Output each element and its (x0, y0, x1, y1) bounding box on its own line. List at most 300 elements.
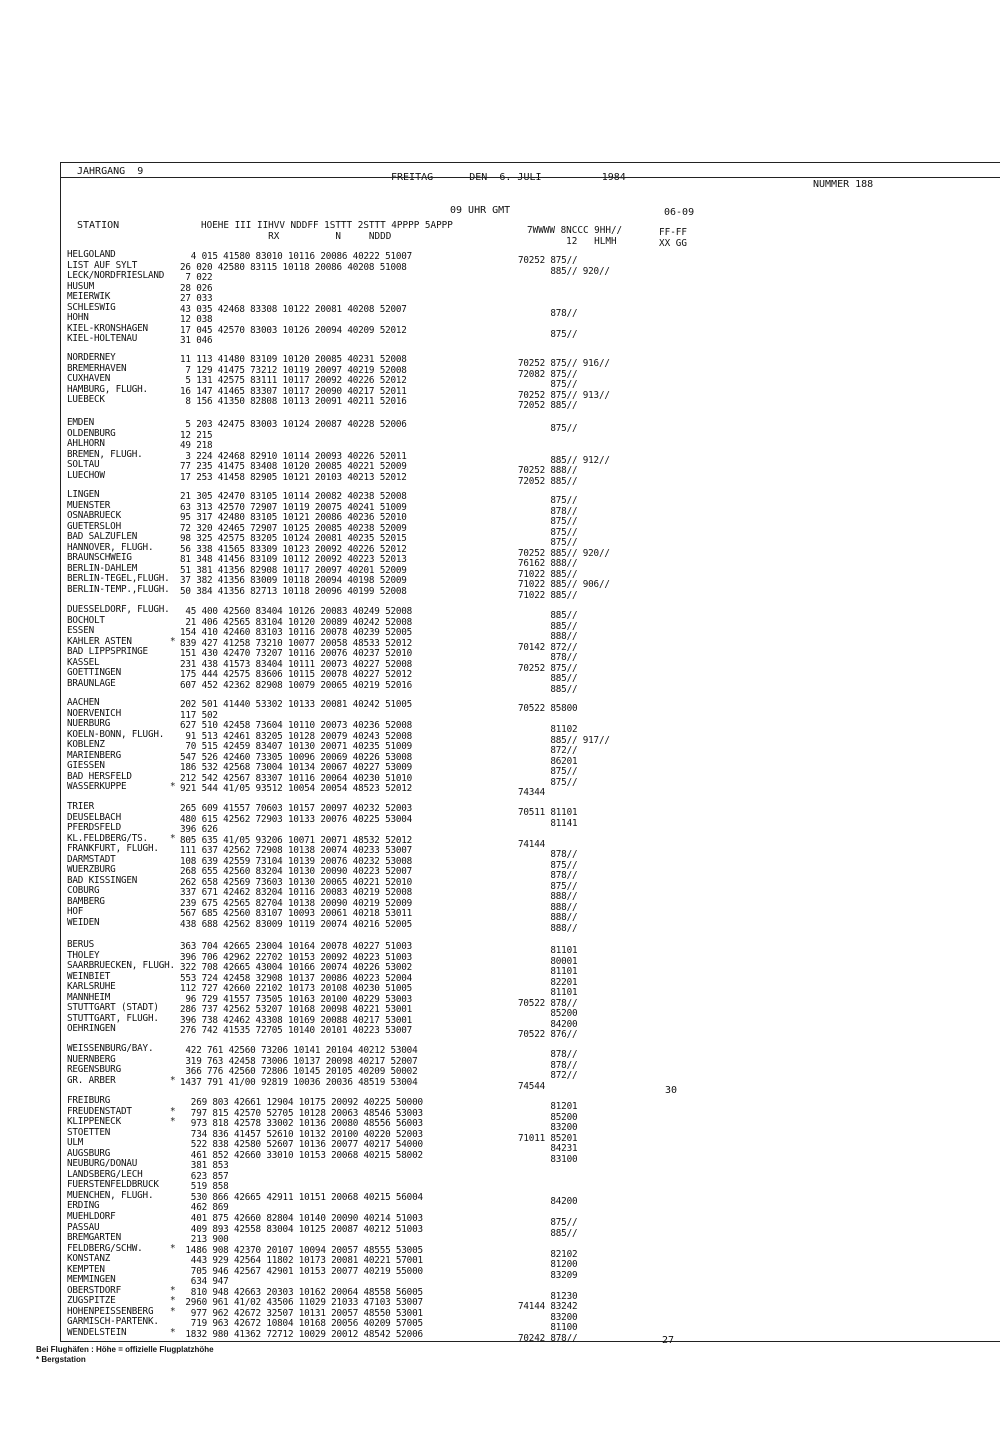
observation-row: 921 544 41/05 93512 10054 20054 48523 52012 (180, 783, 413, 795)
station-name: BERUS (67, 939, 94, 950)
extra-groups (518, 1050, 577, 1092)
observation-row: 269 803 42661 12904 10175 20092 40225 50000 (180, 1097, 423, 1108)
station-names (67, 250, 164, 345)
extra-row: 875// (518, 859, 578, 871)
station-names (67, 698, 164, 793)
extra-row: 872// (518, 745, 578, 757)
mountain-star: * (170, 1116, 176, 1128)
mountain-star (170, 698, 175, 709)
extra-row: 74144 (518, 838, 545, 850)
mountain-star (170, 940, 175, 951)
station-name: KLIPPENECK (67, 1116, 121, 1128)
extra-groups (518, 424, 610, 487)
mountain-star (170, 490, 175, 501)
obs-time: 09 UHR GMT (450, 205, 511, 216)
station-name: SCHLESWIG (67, 301, 116, 313)
extra-row: 875// (518, 495, 578, 506)
observation-values (180, 492, 470, 597)
observation-row: 276 742 41535 72705 10140 20101 40223 53007 (180, 1025, 413, 1037)
station-name: LECK/NORDFRIESLAND (67, 270, 165, 282)
extra-row: 70522 876// (518, 1029, 578, 1041)
observation-row: 409 893 42558 83004 10125 20087 40212 51003 (180, 1223, 423, 1235)
extra-groups (518, 946, 577, 1041)
observation-row: 422 761 42560 73206 10141 20104 40212 53004 (180, 1045, 418, 1056)
extra-row: 70142 872// (518, 641, 578, 653)
station-name: HOF (67, 906, 84, 918)
station-name: DARMSTADT (67, 853, 116, 865)
extra-row: 878// (518, 1059, 578, 1071)
extra-row: 885// (518, 610, 578, 621)
mountain-star (170, 1096, 175, 1107)
observation-row: 607 452 42362 82908 10079 20065 40219 52016 (180, 679, 413, 691)
extra-groups (518, 611, 577, 695)
date-label: FREITAG DEN 6. JULI 1984 (391, 172, 626, 183)
mountain-star: * (170, 832, 176, 844)
station-name: SAARBRUECKEN, FLUGH. (67, 960, 175, 972)
extra-row: 74344 (518, 787, 545, 799)
station-name: NUERBURG (67, 718, 111, 730)
observation-row: 480 615 42562 72903 10133 20076 40225 53004 (180, 813, 413, 825)
observation-row: 396 706 42962 22702 10153 20092 40223 51003 (180, 951, 413, 963)
station-names (67, 605, 170, 689)
observation-row: 797 815 42570 52705 10128 20063 48546 53003 (180, 1107, 423, 1119)
station-names (67, 802, 159, 929)
observation-row: 8 156 41350 82808 10113 20091 40211 52016 (180, 396, 407, 408)
station-name: ESSEN (67, 625, 94, 637)
observation-row: 839 427 41258 73210 10077 20058 48533 52012 (180, 637, 413, 649)
station-name: CUXHAVEN (67, 373, 111, 385)
header-rule (61, 177, 1000, 178)
extra-row: 81101 (518, 987, 578, 999)
station-name: STOETTEN (67, 1126, 111, 1138)
extra-row: 875// (518, 776, 578, 788)
observation-row: 973 818 42578 33002 10136 20080 48556 56003 (180, 1118, 423, 1130)
station-header: STATION (77, 220, 120, 231)
station-name: DEUSELBACH (67, 811, 121, 823)
period-label: 06-09 (664, 207, 695, 218)
station-name: FELDBERG/SCHW. (67, 1242, 143, 1254)
observation-row: 462 869 (180, 1202, 229, 1214)
station-name: HANNOVER, FLUGH. (67, 541, 154, 553)
observation-row: 7 022 (180, 272, 213, 284)
observation-row: 175 444 42575 83606 10115 20078 40227 52012 (180, 669, 413, 681)
station-name: HAMBURG, FLUGH. (67, 383, 148, 395)
mountain-star: * (170, 1105, 176, 1117)
observation-row: 70 515 42459 83407 10130 20071 40235 51009 (180, 741, 413, 753)
extra-row: 83200 (518, 1311, 578, 1323)
observation-row: 363 704 42665 23004 10164 20078 40227 51003 (180, 941, 413, 952)
observation-row: 186 532 42568 73004 10134 20067 40227 53009 (180, 762, 413, 774)
extra-row: 76162 888// (518, 558, 578, 570)
mountain-star (170, 1024, 175, 1035)
station-name: ERDING (67, 1200, 100, 1212)
extra-row: 83200 (518, 1122, 578, 1134)
station-name: NOERVENICH (67, 707, 121, 719)
station-name: LUECHOW (67, 469, 105, 481)
mountain-star: * (170, 1242, 176, 1254)
extra-row: 70522 878// (518, 997, 578, 1009)
station-name: HOHN (67, 312, 89, 324)
station-name: KL.FELDBERG/TS. (67, 832, 148, 844)
station-name: BERLIN-TEGEL,FLUGH. (67, 573, 170, 585)
station-name: MANNHEIM (67, 991, 111, 1003)
mountain-star: * (170, 635, 176, 647)
extra-row: 81141 (518, 817, 578, 829)
observation-row: 519 858 (180, 1181, 229, 1193)
extra-row: 81230 (518, 1290, 578, 1302)
observation-row: 31 046 (180, 335, 213, 347)
observation-row: 43 035 42468 83308 10122 20081 40208 52007 (180, 303, 407, 315)
extra-row: 875// (518, 880, 578, 892)
station-name: OSNABRUECK (67, 510, 121, 522)
extra-row (518, 277, 610, 288)
station-name: BRAUNSCHWEIG (67, 552, 132, 564)
station-name: FUERSTENFELDBRUCK (67, 1179, 159, 1191)
mountain-star: * (170, 781, 176, 793)
extra-groups (518, 704, 610, 799)
observation-row: 623 857 (180, 1170, 229, 1182)
station-name: PASSAU (67, 1221, 100, 1233)
observation-row: 51 381 41356 82908 10117 20097 40201 52009 (180, 564, 407, 576)
station-name: LUEBECK (67, 394, 105, 406)
footer-note (36, 1345, 214, 1365)
station-name: NORDERNEY (67, 352, 116, 363)
extra-row: 70252 875// 916// (518, 358, 610, 369)
extra-row: 71022 885// (518, 589, 578, 601)
observation-row: 443 929 42564 11802 10173 20081 40221 57001 (180, 1255, 423, 1267)
observation-row: 95 317 42480 83105 10121 20086 40236 52010 (180, 512, 407, 524)
mountain-markers (170, 940, 175, 1035)
observation-row: 977 962 42672 32507 10131 20057 48550 53001 (180, 1307, 423, 1319)
extra-row: 82201 (518, 976, 578, 988)
extra-groups (518, 808, 577, 935)
station-name: KOELN-BONN, FLUGH. (67, 728, 165, 740)
station-name: BREMERHAVEN (67, 362, 127, 374)
main-columns-header: HOEHE III IIHVV NDDFF 1STTT 2STTT 4PPPP 5APPP (201, 220, 453, 231)
observation-row: 239 675 42565 82704 10138 20090 40219 52009 (180, 897, 413, 909)
extra-row: 86201 (518, 755, 578, 767)
station-name: GOETTINGEN (67, 667, 121, 679)
main-columns-header-2: RX N NDDD (201, 231, 392, 242)
extra-row: 885// (518, 620, 578, 632)
extra-row: 71011 85201 (518, 1132, 578, 1144)
extra-row: 81200 (518, 1259, 578, 1271)
station-name: BERLIN-TEMP.,FLUGH. (67, 583, 170, 595)
station-name: KIEL-HOLTENAU (67, 333, 138, 345)
station-name: WUERZBURG (67, 864, 116, 876)
mountain-markers (170, 1044, 175, 1086)
mountain-star (170, 802, 175, 813)
extra-row: 70252 888// (518, 465, 578, 477)
station-name: BERLIN-DAHLEM (67, 562, 138, 574)
extra-row: 81100 (518, 1322, 578, 1334)
station-name: GR. ARBER (67, 1074, 116, 1086)
station-name: MEMMINGEN (67, 1274, 116, 1286)
station-name: TRIER (67, 801, 94, 812)
mountain-markers (170, 353, 175, 406)
extra-row: 80001 (518, 955, 578, 967)
margin-mark-30: 30 (665, 1085, 678, 1096)
station-name: AHLHORN (67, 438, 105, 450)
observation-values (180, 355, 470, 408)
observation-row: 117 502 (180, 709, 218, 721)
observation-row: 396 738 42462 43308 10169 20088 40217 53001 (180, 1014, 413, 1026)
mountain-star: * (170, 1327, 176, 1339)
mountain-star (170, 353, 175, 364)
observation-row: 212 542 42567 83307 10116 20064 40230 51010 (180, 772, 413, 784)
observation-row: 96 729 41557 73505 10163 20100 40229 53003 (180, 993, 413, 1005)
observation-row: 28 026 (180, 282, 213, 294)
station-name: WEISSENBURG/BAY. (67, 1043, 154, 1054)
station-name: KARLSRUHE (67, 981, 116, 993)
station-name: HOHENPEISSENBERG (67, 1305, 154, 1317)
extra-groups (518, 256, 610, 351)
extra-row: 875// (518, 537, 578, 549)
station-name: WEINBIET (67, 970, 111, 982)
station-name: KOBLENZ (67, 739, 105, 751)
observation-row: 634 947 (180, 1276, 229, 1288)
observation-row: 154 410 42460 83103 10116 20078 40239 52005 (180, 627, 413, 639)
extra-row: 83209 (518, 1269, 578, 1281)
observation-row: 3 224 42468 82910 10114 20093 40226 52011 (180, 450, 407, 462)
station-name: MARIENBERG (67, 749, 121, 761)
station-name: STUTTGART, FLUGH. (67, 1012, 159, 1024)
observation-row: 81 348 41456 83109 10112 20092 40223 52013 (180, 554, 407, 566)
observation-row: 2960 961 41/02 43506 11029 21033 47103 53007 (180, 1297, 423, 1309)
station-names (67, 1096, 159, 1339)
extra-row: 878// (518, 1049, 578, 1060)
mountain-markers (170, 1096, 175, 1339)
station-names (67, 1044, 153, 1086)
extra-row: 878// (518, 652, 578, 664)
station-name: LANDSBERG/LECH (67, 1168, 143, 1180)
station-name: WASSERKUPPE (67, 781, 127, 793)
extra-row: 885// (518, 673, 578, 685)
observation-values (180, 607, 470, 691)
observation-row: 37 382 41356 83009 10118 20094 40198 52009 (180, 575, 407, 587)
mountain-markers (170, 698, 175, 793)
margin-mark-27: 27 (662, 1335, 675, 1346)
station-name: PFERDSFELD (67, 822, 121, 834)
station-name: HELGOLAND (67, 249, 116, 260)
observation-row: 522 838 42580 52607 10136 20077 40217 54000 (180, 1139, 423, 1151)
mountain-markers (170, 802, 175, 929)
mountain-star: * (170, 1305, 176, 1317)
extra-row: 885// 920// (518, 265, 610, 277)
observation-row: 553 724 42458 32908 10137 20086 40223 52004 (180, 972, 413, 984)
station-name: THOLEY (67, 949, 100, 961)
station-names (67, 418, 143, 481)
station-name: DUESSELDORF, FLUGH. (67, 604, 170, 615)
station-name: STUTTGART (STADT) (67, 1002, 159, 1014)
station-name: GUETERSLOH (67, 520, 121, 532)
station-name: WEIDEN (67, 917, 100, 929)
station-name: AUGSBURG (67, 1147, 111, 1159)
observation-row: 213 900 (180, 1234, 229, 1246)
extra-row: 875// (518, 766, 578, 778)
extra-row (518, 340, 610, 351)
observation-row: 319 763 42458 73006 10137 20098 40217 52007 (180, 1055, 418, 1067)
extra-row: 81201 (518, 1101, 578, 1112)
observation-row: 12 215 (180, 429, 213, 441)
extra-columns-header-2: 12 HLMH (527, 236, 617, 247)
observation-values (180, 420, 470, 483)
extra-row: 888// (518, 901, 578, 913)
extra-row: 875// (518, 526, 578, 538)
observation-row: 705 946 42567 42901 10153 20077 40219 55000 (180, 1265, 423, 1277)
extra-row: 85200 (518, 1111, 578, 1123)
station-name: AACHEN (67, 697, 100, 708)
observation-row: 5 131 42575 83111 10117 20092 40226 52012 (180, 375, 407, 387)
extra-row: 81102 (518, 724, 578, 736)
observation-row: 719 963 42672 10804 10168 20056 40209 57005 (180, 1318, 423, 1330)
station-name: ZUGSPITZE (67, 1295, 116, 1307)
extra-row: 71022 885// (518, 568, 578, 580)
mountain-markers (170, 418, 175, 481)
footer-line-airport: Bei Flughäfen : Höhe = offizielle Flugplatzhöhe (36, 1345, 214, 1354)
observation-row: 17 253 41458 82905 10121 20103 40213 52012 (180, 471, 407, 483)
extra-groups (518, 1102, 577, 1345)
station-name: REGENSBURG (67, 1064, 121, 1076)
extra-row: 70252 875// 913// (518, 389, 610, 401)
station-name: COBURG (67, 885, 100, 897)
observation-values (180, 804, 470, 931)
extra-row: 74544 (518, 1080, 545, 1092)
mountain-star (170, 1212, 175, 1223)
observation-row: 202 501 41440 53302 10133 20081 40242 51005 (180, 699, 413, 710)
observation-values (180, 1046, 470, 1088)
extra-row: 81101 (518, 966, 578, 978)
extra-row: 71022 885// 906// (518, 579, 610, 591)
extra-row: 888// (518, 631, 578, 643)
station-name: NEUBURG/DONAU (67, 1158, 138, 1170)
station-name: GARMISCH-PARTENK. (67, 1316, 159, 1328)
observation-row: 322 708 42665 43004 10166 20074 40226 53002 (180, 962, 413, 974)
extra-row: 875// (518, 1217, 578, 1229)
observation-row: 16 147 41465 83307 10117 20090 40217 52011 (180, 385, 407, 397)
observation-row: 286 737 42562 53207 10168 20098 40221 53001 (180, 1004, 413, 1016)
station-name: MEIERWIK (67, 291, 111, 303)
mountain-star (170, 334, 175, 345)
extra-row: 85200 (518, 1008, 578, 1020)
mountain-star (170, 585, 175, 596)
extra-row: 74144 83242 (518, 1301, 578, 1313)
observation-row: 111 637 42562 72908 10138 20074 40233 53007 (180, 845, 413, 857)
station-name: BOCHOLT (67, 614, 105, 626)
observation-row: 56 338 41565 83309 10123 20092 40226 52012 (180, 543, 407, 555)
mountain-markers (170, 605, 175, 689)
extra-row: 888// (518, 912, 578, 924)
observation-row: 45 400 42560 83404 10126 20083 40249 52008 (180, 606, 413, 617)
station-name: BREMEN, FLUGH. (67, 448, 143, 460)
station-name: BAMBERG (67, 895, 105, 907)
observation-row: 366 776 42560 72806 10145 20105 40209 50002 (180, 1066, 418, 1078)
extra-row: 878// (518, 307, 578, 319)
observation-row: 1832 980 41362 72712 10029 20012 48542 52006 (180, 1329, 423, 1341)
extra-row: 81101 (518, 945, 578, 956)
extra-row: 70511 81101 (518, 807, 578, 818)
observation-row: 547 526 42460 73305 10096 20069 40226 53008 (180, 751, 413, 763)
mountain-star (170, 395, 175, 406)
station-names (67, 940, 175, 1035)
station-name: FRANKFURT, FLUGH. (67, 843, 159, 855)
observation-row: 151 430 42470 73207 10116 20076 40237 52010 (180, 648, 413, 660)
observation-values (180, 942, 470, 1037)
observation-row: 91 513 42461 83205 10128 20079 40243 52008 (180, 730, 413, 742)
mountain-star (170, 1044, 175, 1055)
observation-row: 108 639 42559 73104 10139 20076 40232 53008 (180, 855, 413, 867)
observation-row: 231 438 41573 83404 10111 20073 40227 52008 (180, 658, 413, 670)
observation-row: 734 836 41457 52610 10132 20100 40220 52003 (180, 1128, 423, 1140)
observation-row: 1437 791 41/00 92819 10036 20036 48519 53004 (180, 1076, 418, 1088)
observation-row: 11 113 41480 83109 10120 20085 40231 52008 (180, 354, 407, 365)
mountain-markers (170, 250, 175, 345)
extra-row: 885// 912// (518, 454, 610, 466)
extra-columns-header: 7WWWW 8NCCC 9HH// (527, 225, 623, 236)
station-name: OEHRINGEN (67, 1023, 116, 1035)
extra-row: 888// (518, 923, 578, 935)
station-name: LIST AUF SYLT (67, 259, 138, 271)
observation-row: 98 325 42575 83205 10124 20081 40235 52015 (180, 533, 407, 545)
mountain-star (170, 471, 175, 482)
mountain-star (170, 679, 175, 690)
extra-row: 878// (518, 849, 578, 861)
observation-row: 21 305 42470 83105 10114 20082 40238 52008 (180, 491, 407, 502)
volume-label: JAHRGANG 9 (77, 166, 144, 177)
extra-groups (518, 496, 610, 601)
observation-row: 50 384 41356 82713 10118 20096 40199 52008 (180, 585, 407, 597)
observation-row: 337 671 42462 83204 10116 20083 40219 52008 (180, 887, 413, 899)
extra-row: 872// (518, 1070, 578, 1082)
station-name: ULM (67, 1137, 84, 1149)
observation-row: 17 045 42570 83003 10126 20094 40209 52012 (180, 324, 407, 336)
mountain-star (170, 605, 175, 616)
extra-row: 70252 875// (518, 255, 578, 266)
station-names (67, 353, 148, 406)
extra-row: 878// (518, 870, 578, 882)
extra-row: 70522 85800 (518, 703, 578, 714)
station-name: BAD KISSINGEN (67, 874, 138, 886)
station-name: BREMGARTEN (67, 1232, 121, 1244)
observation-row: 381 853 (180, 1160, 229, 1172)
observation-values (180, 252, 470, 347)
observation-row: 49 218 (180, 440, 213, 452)
station-name: BAD SALZUFLEN (67, 531, 138, 543)
station-name: GIESSEN (67, 760, 105, 772)
station-name: BRAUNLAGE (67, 677, 116, 689)
observation-row: 12 038 (180, 314, 213, 326)
observation-row: 810 948 42663 20303 10162 20064 48558 56005 (180, 1286, 423, 1298)
mountain-markers (170, 490, 175, 595)
observation-row: 7 129 41475 73212 10119 20097 40219 52008 (180, 364, 407, 376)
observation-row: 112 727 42660 22102 10173 20108 40230 51005 (180, 983, 413, 995)
extra-groups (518, 359, 610, 412)
extra-row: 885// (518, 683, 578, 695)
station-name: WENDELSTEIN (67, 1327, 127, 1339)
station-name: KAHLER ASTEN (67, 635, 132, 647)
observation-values (180, 1098, 470, 1341)
station-name: EMDEN (67, 417, 94, 428)
observation-row: 26 020 42580 83115 10118 20086 40208 51008 (180, 261, 407, 273)
extra-row (518, 1176, 577, 1187)
station-name: FREUDENSTADT (67, 1105, 132, 1117)
observation-row: 77 235 41475 83408 10120 20085 40221 52009 (180, 461, 407, 473)
extra-row: 82102 (518, 1248, 578, 1260)
footer-line-mountain: * Bergstation (36, 1355, 86, 1364)
extra-row: 83100 (518, 1153, 578, 1165)
observation-row: 567 685 42560 83107 10093 20061 40218 53011 (180, 908, 413, 920)
station-name: SOLTAU (67, 459, 100, 471)
